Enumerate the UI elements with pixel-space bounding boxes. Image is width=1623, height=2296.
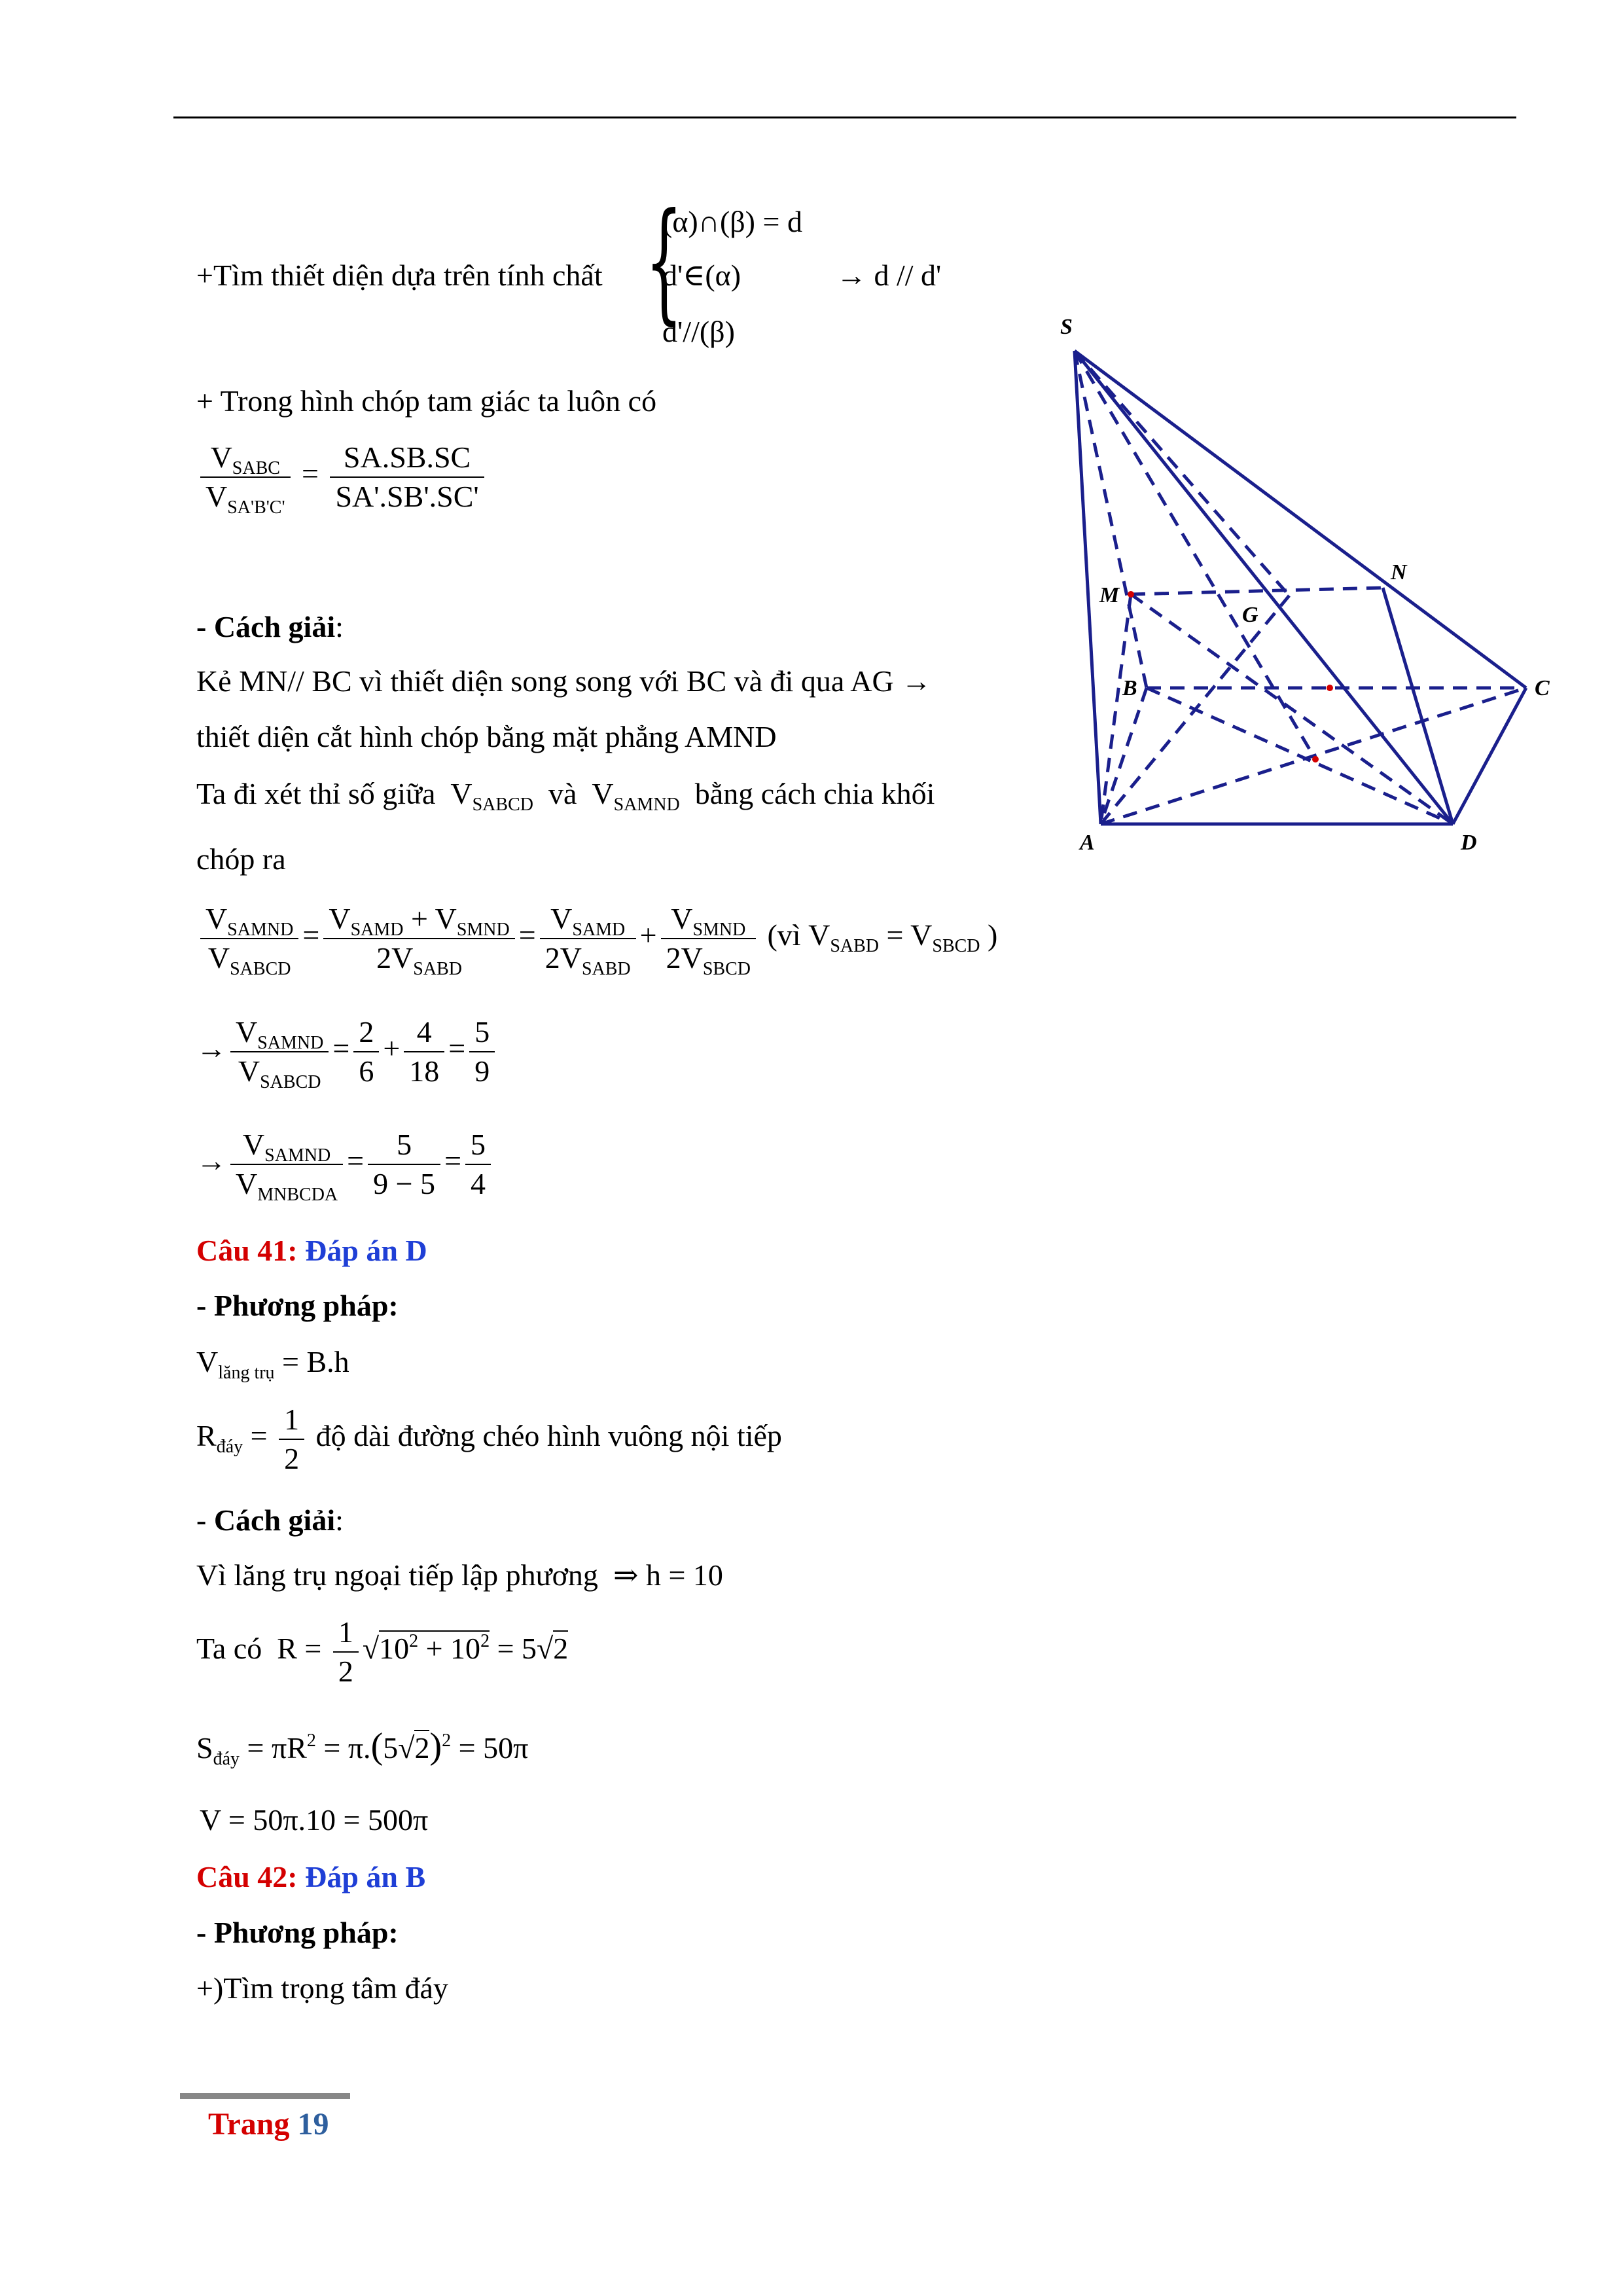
label-G: G xyxy=(1242,603,1258,627)
system-eq-2: d'∈(α) xyxy=(662,259,741,292)
formula-ratio-5-4: → $\frac{V_{SAMND}}{V_{MNBCDA}}$ = $\frac{5}{9 - 5}$ = $\frac{5}{4}$ xyxy=(196,1126,495,1202)
text-line: thiết diện cắt hình chóp bằng mặt phẳng AMND xyxy=(196,720,777,753)
header-rule xyxy=(173,117,1516,118)
question-42-heading: Câu 42: Đáp án B xyxy=(196,1860,426,1893)
edge-SC xyxy=(1075,351,1526,688)
formula-prism-volume: $V_{lăng trụ} = B.h$ xyxy=(196,1345,349,1383)
brace: { xyxy=(645,185,683,338)
text-line: Kẻ MN// BC vì thiết diện song song với BC và đi qua AG → xyxy=(196,664,932,698)
edge-BA xyxy=(1101,688,1147,824)
text-line: + Trong hình chóp tam giác ta luôn có xyxy=(196,384,657,418)
heading-phuong-phap-2: - Phương pháp: xyxy=(196,1916,399,1949)
formula-volume-split: $\frac{V_{SAMND}}{V_{SABCD}}$ = $\frac{V_{SAMD} + V_{SMND}}{2V_{SABD}}$ = $\frac{V_{SAMD}}{2V_{SABD}}$ + $\frac{V_{SMND}}{2V_{SBCD}}$ (vì $V_{SABD} = V_{SBCD}$ ) xyxy=(196,900,997,977)
edge-AG xyxy=(1101,596,1289,824)
formula-base-area: $S_{đáy} = \pi R^2 = \pi.(5√2)^2 = 50\pi$ xyxy=(196,1726,529,1769)
edge-MA xyxy=(1101,594,1131,824)
label-M: M xyxy=(1099,583,1120,607)
heading-phuong-phap: - Phương pháp: xyxy=(196,1289,399,1322)
formula-radius: $R_{đáy}$ = $\frac{1}{2}$ độ dài đường chéo hình vuông nội tiếp xyxy=(196,1401,782,1477)
edge-SA xyxy=(1075,351,1101,824)
text-line: +Tìm thiết diện dựa trên tính chất xyxy=(196,259,603,292)
page-number: Trang 19 xyxy=(208,2107,329,2142)
label-N: N xyxy=(1391,560,1407,584)
formula-radius-value: Ta có R = $\frac{1}{2}$ $√10^2 + 10^2 = 5√2$ xyxy=(196,1613,568,1690)
point-marker xyxy=(1327,685,1333,691)
system-result: → d // d' xyxy=(836,259,942,292)
text-line: +)Tìm trọng tâm đáy xyxy=(196,1971,448,2005)
text-line: chóp ra xyxy=(196,842,286,876)
heading-cach-giai: - Cách giải: xyxy=(196,610,344,643)
label-A: A xyxy=(1080,831,1095,855)
footer-bar xyxy=(180,2093,350,2099)
system-eq-1: (α)∩(β) = d xyxy=(662,205,802,238)
label-C: C xyxy=(1535,676,1550,700)
pyramid-figure xyxy=(1060,314,1584,877)
edge-SG xyxy=(1075,351,1289,596)
point-marker xyxy=(1312,756,1319,762)
heading-cach-giai-2: - Cách giải: xyxy=(196,1503,344,1537)
edge-MD xyxy=(1131,594,1453,824)
formula-ratio: $\frac{V_{SABC}}{V_{SA'B'C'}}$ = $\frac{SA.SB.SC}{SA'.SB'.SC'}$ xyxy=(196,439,488,515)
formula-ratio-5-9: → $\frac{V_{SAMND}}{V_{SABCD}}$ = $\frac{2}{6}$ + $\frac{4}{18}$ = $\frac{5}{9}$ xyxy=(196,1013,499,1090)
edge-ND xyxy=(1383,588,1453,824)
point-marker xyxy=(1128,591,1134,598)
edge-SD xyxy=(1075,351,1453,824)
text-line: Ta đi xét thỉ số giữa $V_{SABCD}$ và $V_{SAMND}$ bằng cách chia khối xyxy=(196,777,935,815)
question-41-heading: Câu 41: Đáp án D xyxy=(196,1234,427,1267)
formula-final-volume: V = 50π.10 = 500π xyxy=(200,1803,429,1837)
text-line: Vì lăng trụ ngoại tiếp lập phương ⇒ h = 10 xyxy=(196,1558,723,1592)
label-S: S xyxy=(1060,315,1073,339)
edge-MN xyxy=(1131,588,1383,594)
system-eq-3: d'//(β) xyxy=(662,315,735,348)
label-B: B xyxy=(1122,676,1137,700)
edge-BD xyxy=(1147,688,1453,824)
edge-SO xyxy=(1075,351,1315,759)
label-D: D xyxy=(1461,831,1477,855)
